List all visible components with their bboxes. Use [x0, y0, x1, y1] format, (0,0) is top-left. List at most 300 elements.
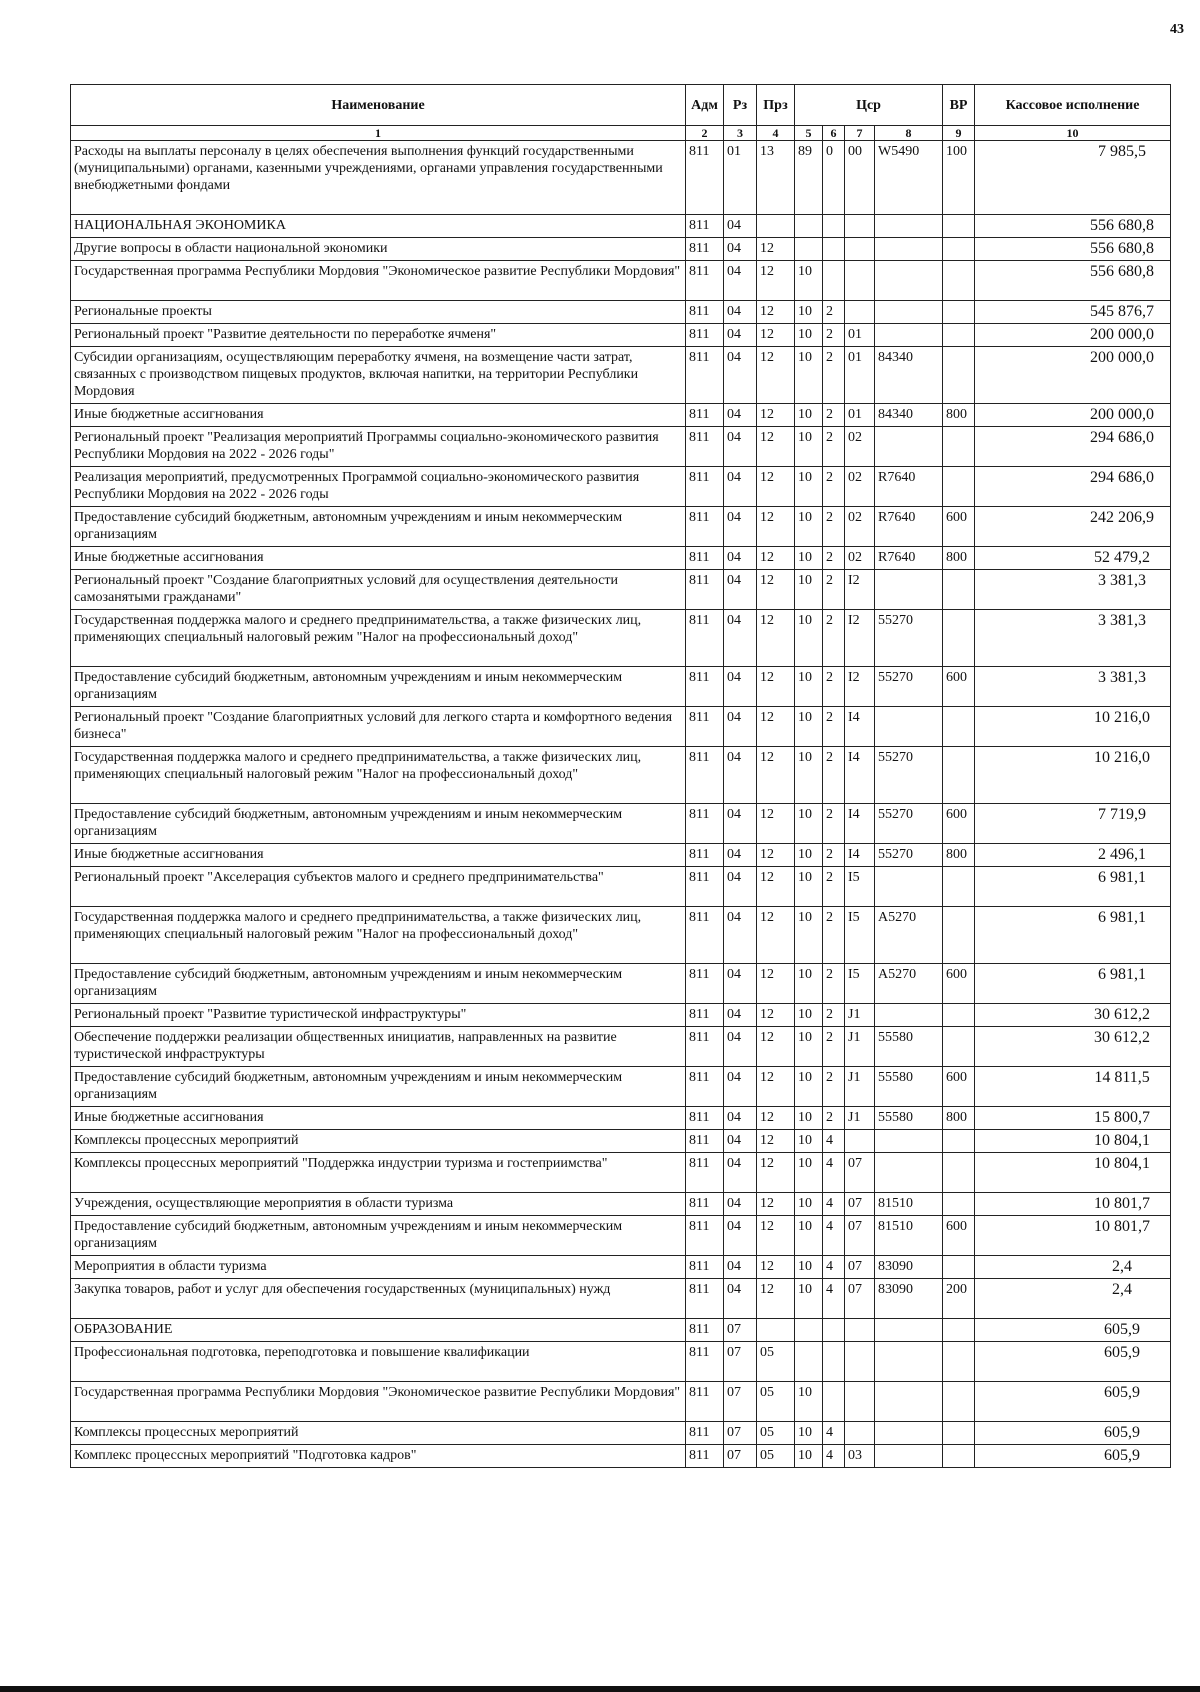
- row-csr-direction-cell: [875, 301, 943, 324]
- row-adm-cell: 811: [686, 804, 724, 844]
- amount-value: 200 000,0: [1090, 349, 1155, 366]
- row-csr-direction-cell: [875, 1319, 943, 1342]
- row-csr-program-cell: 10: [795, 867, 823, 907]
- row-csr-direction-cell: [875, 324, 943, 347]
- row-adm-cell: 811: [686, 1445, 724, 1468]
- row-csr-event-cell: J1: [845, 1004, 875, 1027]
- row-csr-type-cell: 2: [823, 610, 845, 667]
- row-adm-cell: 811: [686, 1193, 724, 1216]
- column-number: 3: [724, 126, 757, 141]
- row-name-cell: Профессиональная подготовка, переподготовка и повышение квалификации: [71, 1342, 686, 1382]
- column-number: 10: [975, 126, 1171, 141]
- row-prz-cell: 12: [757, 547, 795, 570]
- row-rz-cell: 04: [724, 1107, 757, 1130]
- row-csr-program-cell: 10: [795, 427, 823, 467]
- column-number: 8: [875, 126, 943, 141]
- row-csr-program-cell: 10: [795, 1130, 823, 1153]
- row-rz-cell: 04: [724, 1004, 757, 1027]
- row-amount-cell: [975, 747, 1171, 804]
- row-amount-cell: [975, 141, 1171, 215]
- row-csr-program-cell: 10: [795, 404, 823, 427]
- row-prz-cell: 05: [757, 1382, 795, 1422]
- row-prz-cell: 12: [757, 1067, 795, 1107]
- table-row: [71, 1382, 1171, 1422]
- row-adm-cell: 811: [686, 1067, 724, 1107]
- row-csr-event-cell: 02: [845, 467, 875, 507]
- row-amount-cell: [975, 1216, 1171, 1256]
- row-vr-cell: [943, 1422, 975, 1445]
- row-amount-cell: [975, 1256, 1171, 1279]
- amount-value: 10 804,1: [1094, 1155, 1151, 1172]
- row-csr-event-cell: [845, 1130, 875, 1153]
- amount-value: 3 381,3: [1098, 669, 1147, 686]
- row-csr-event-cell: 03: [845, 1445, 875, 1468]
- row-name-cell: Комплексы процессных мероприятий: [71, 1422, 686, 1445]
- row-csr-type-cell: 2: [823, 1027, 845, 1067]
- table-row: [71, 1216, 1171, 1256]
- row-csr-event-cell: I4: [845, 844, 875, 867]
- row-amount-cell: [975, 610, 1171, 667]
- row-csr-program-cell: 10: [795, 907, 823, 964]
- row-adm-cell: 811: [686, 141, 724, 215]
- row-csr-type-cell: 2: [823, 324, 845, 347]
- row-csr-program-cell: 10: [795, 1422, 823, 1445]
- table-row: [71, 1107, 1171, 1130]
- row-csr-event-cell: I2: [845, 610, 875, 667]
- table-row: [71, 1422, 1171, 1445]
- row-name-cell: Региональный проект "Реализация мероприятий Программы социально-экономического развития Республики Мордовия на 2022 - 2026 годы": [71, 427, 686, 467]
- table-row: [71, 1193, 1171, 1216]
- amount-value: 6 981,1: [1098, 869, 1147, 886]
- table-row: [71, 610, 1171, 667]
- amount-value: 605,9: [1104, 1424, 1141, 1441]
- row-csr-event-cell: 01: [845, 404, 875, 427]
- row-csr-direction-cell: [875, 1004, 943, 1027]
- row-csr-type-cell: 4: [823, 1193, 845, 1216]
- amount-value: 545 876,7: [1090, 303, 1155, 320]
- row-csr-direction-cell: 83090: [875, 1279, 943, 1319]
- amount-value: 30 612,2: [1094, 1029, 1151, 1046]
- row-csr-event-cell: [845, 1342, 875, 1382]
- row-prz-cell: 12: [757, 427, 795, 467]
- row-csr-type-cell: [823, 215, 845, 238]
- row-csr-direction-cell: 84340: [875, 404, 943, 427]
- row-csr-event-cell: 07: [845, 1193, 875, 1216]
- row-csr-event-cell: I5: [845, 867, 875, 907]
- table-row: [71, 261, 1171, 301]
- amount-value: 294 686,0: [1090, 469, 1155, 486]
- row-csr-event-cell: I4: [845, 804, 875, 844]
- amount-value: 556 680,8: [1090, 240, 1155, 257]
- table-row: [71, 215, 1171, 238]
- row-csr-program-cell: 89: [795, 141, 823, 215]
- header-csr: Цср: [795, 85, 943, 126]
- amount-value: 605,9: [1104, 1384, 1141, 1401]
- row-csr-program-cell: 10: [795, 1067, 823, 1107]
- row-csr-type-cell: 4: [823, 1130, 845, 1153]
- amount-value: 556 680,8: [1090, 263, 1155, 280]
- row-csr-type-cell: 2: [823, 404, 845, 427]
- amount-value: 605,9: [1104, 1321, 1141, 1338]
- row-rz-cell: 04: [724, 261, 757, 301]
- row-adm-cell: 811: [686, 261, 724, 301]
- row-adm-cell: 811: [686, 1027, 724, 1067]
- table-row: [71, 507, 1171, 547]
- row-csr-type-cell: 2: [823, 907, 845, 964]
- table-row: [71, 347, 1171, 404]
- row-adm-cell: 811: [686, 427, 724, 467]
- row-vr-cell: [943, 570, 975, 610]
- row-csr-direction-cell: 55580: [875, 1067, 943, 1107]
- row-prz-cell: 12: [757, 844, 795, 867]
- row-csr-event-cell: 07: [845, 1279, 875, 1319]
- row-csr-event-cell: J1: [845, 1107, 875, 1130]
- row-csr-event-cell: J1: [845, 1027, 875, 1067]
- amount-value: 200 000,0: [1090, 406, 1155, 423]
- row-csr-program-cell: [795, 1319, 823, 1342]
- row-csr-direction-cell: [875, 867, 943, 907]
- header-prz: Прз: [757, 85, 795, 126]
- row-adm-cell: 811: [686, 301, 724, 324]
- row-csr-direction-cell: 55270: [875, 844, 943, 867]
- row-rz-cell: 04: [724, 964, 757, 1004]
- row-csr-event-cell: 02: [845, 507, 875, 547]
- amount-value: 294 686,0: [1090, 429, 1155, 446]
- row-csr-type-cell: 4: [823, 1256, 845, 1279]
- row-vr-cell: [943, 1193, 975, 1216]
- row-amount-cell: [975, 324, 1171, 347]
- row-prz-cell: 12: [757, 238, 795, 261]
- row-prz-cell: 12: [757, 907, 795, 964]
- table-row: [71, 1445, 1171, 1468]
- row-rz-cell: 01: [724, 141, 757, 215]
- row-prz-cell: 12: [757, 324, 795, 347]
- row-name-cell: Расходы на выплаты персоналу в целях обеспечения выполнения функций государственными (муниципальными) органами, казенными учреждениями, органами управления государственными внебюджетными фондами: [71, 141, 686, 215]
- table-row: [71, 1130, 1171, 1153]
- row-vr-cell: [943, 215, 975, 238]
- row-prz-cell: 12: [757, 1153, 795, 1193]
- table-row: [71, 707, 1171, 747]
- row-name-cell: Иные бюджетные ассигнования: [71, 844, 686, 867]
- row-csr-event-cell: I5: [845, 964, 875, 1004]
- row-csr-program-cell: 10: [795, 1193, 823, 1216]
- row-csr-direction-cell: [875, 427, 943, 467]
- table-row: [71, 667, 1171, 707]
- row-amount-cell: [975, 1067, 1171, 1107]
- column-number: 7: [845, 126, 875, 141]
- row-csr-type-cell: 2: [823, 867, 845, 907]
- row-csr-event-cell: J1: [845, 1067, 875, 1107]
- row-amount-cell: [975, 507, 1171, 547]
- amount-value: 10 801,7: [1094, 1218, 1151, 1235]
- table-row: [71, 844, 1171, 867]
- row-adm-cell: 811: [686, 324, 724, 347]
- row-amount-cell: [975, 547, 1171, 570]
- row-csr-event-cell: I5: [845, 907, 875, 964]
- row-name-cell: Иные бюджетные ассигнования: [71, 404, 686, 427]
- row-adm-cell: 811: [686, 215, 724, 238]
- row-vr-cell: 600: [943, 1216, 975, 1256]
- row-vr-cell: 800: [943, 1107, 975, 1130]
- row-vr-cell: [943, 1382, 975, 1422]
- row-csr-event-cell: 01: [845, 324, 875, 347]
- row-vr-cell: [943, 238, 975, 261]
- row-csr-type-cell: 2: [823, 804, 845, 844]
- row-rz-cell: 07: [724, 1342, 757, 1382]
- row-name-cell: Региональный проект "Создание благоприятных условий для легкого старта и комфортного ведения бизнеса": [71, 707, 686, 747]
- table-row: [71, 1004, 1171, 1027]
- table-row: [71, 1153, 1171, 1193]
- row-amount-cell: [975, 261, 1171, 301]
- row-vr-cell: [943, 1256, 975, 1279]
- row-prz-cell: 12: [757, 804, 795, 844]
- row-name-cell: Комплекс процессных мероприятий "Подготовка кадров": [71, 1445, 686, 1468]
- row-csr-direction-cell: 83090: [875, 1256, 943, 1279]
- row-amount-cell: [975, 427, 1171, 467]
- row-adm-cell: 811: [686, 1256, 724, 1279]
- row-csr-type-cell: 2: [823, 667, 845, 707]
- row-csr-type-cell: 2: [823, 1067, 845, 1107]
- amount-value: 7 985,5: [1098, 143, 1147, 160]
- row-csr-event-cell: 00: [845, 141, 875, 215]
- row-name-cell: Субсидии организациям, осуществляющим переработку ячменя, на возмещение части затрат, связанных с производством пищевых продуктов, включая напитки, на территории Республики Мордовия: [71, 347, 686, 404]
- row-adm-cell: 811: [686, 347, 724, 404]
- row-csr-direction-cell: 55270: [875, 610, 943, 667]
- row-name-cell: Комплексы процессных мероприятий "Поддержка индустрии туризма и гостеприимства": [71, 1153, 686, 1193]
- row-csr-event-cell: 02: [845, 427, 875, 467]
- row-csr-direction-cell: [875, 1130, 943, 1153]
- row-prz-cell: 12: [757, 404, 795, 427]
- row-csr-direction-cell: W5490: [875, 141, 943, 215]
- row-csr-event-cell: 07: [845, 1256, 875, 1279]
- row-csr-event-cell: I2: [845, 570, 875, 610]
- row-name-cell: Государственная программа Республики Мордовия "Экономическое развитие Республики Мордовия": [71, 261, 686, 301]
- row-vr-cell: 600: [943, 1067, 975, 1107]
- row-vr-cell: [943, 467, 975, 507]
- row-name-cell: Региональный проект "Создание благоприятных условий для осуществления деятельности самозанятыми гражданами": [71, 570, 686, 610]
- amount-value: 242 206,9: [1090, 509, 1155, 526]
- row-amount-cell: [975, 404, 1171, 427]
- page-number: 43: [1170, 22, 1184, 37]
- row-name-cell: Региональный проект "Развитие деятельности по переработке ячменя": [71, 324, 686, 347]
- amount-value: 14 811,5: [1094, 1069, 1150, 1086]
- row-adm-cell: 811: [686, 1107, 724, 1130]
- page-bottom-edge: [0, 1686, 1200, 1692]
- row-amount-cell: [975, 867, 1171, 907]
- table-row: [71, 1027, 1171, 1067]
- row-name-cell: Реализация мероприятий, предусмотренных Программой социально-экономического развития Республики Мордовия на 2022 - 2026 годы: [71, 467, 686, 507]
- row-vr-cell: [943, 427, 975, 467]
- row-prz-cell: 12: [757, 964, 795, 1004]
- row-csr-type-cell: 2: [823, 547, 845, 570]
- row-csr-type-cell: 4: [823, 1153, 845, 1193]
- amount-value: 2 496,1: [1098, 846, 1147, 863]
- row-vr-cell: [943, 1130, 975, 1153]
- row-name-cell: Государственная программа Республики Мордовия "Экономическое развитие Республики Мордовия": [71, 1382, 686, 1422]
- row-adm-cell: 811: [686, 844, 724, 867]
- header-adm: Адм: [686, 85, 724, 126]
- row-rz-cell: 04: [724, 467, 757, 507]
- row-prz-cell: 12: [757, 1107, 795, 1130]
- row-amount-cell: [975, 1130, 1171, 1153]
- row-name-cell: Региональные проекты: [71, 301, 686, 324]
- table-row: [71, 1342, 1171, 1382]
- row-adm-cell: 811: [686, 1004, 724, 1027]
- row-rz-cell: 04: [724, 1027, 757, 1067]
- row-vr-cell: [943, 610, 975, 667]
- row-amount-cell: [975, 570, 1171, 610]
- row-vr-cell: 600: [943, 964, 975, 1004]
- row-csr-event-cell: [845, 1319, 875, 1342]
- row-rz-cell: 04: [724, 1130, 757, 1153]
- row-name-cell: Предоставление субсидий бюджетным, автономным учреждениям и иным некоммерческим организациям: [71, 964, 686, 1004]
- row-name-cell: Государственная поддержка малого и среднего предпринимательства, а также физических лиц, применяющих специальный налоговый режим "Налог на профессиональный доход": [71, 747, 686, 804]
- row-amount-cell: [975, 347, 1171, 404]
- row-amount-cell: [975, 467, 1171, 507]
- row-rz-cell: 04: [724, 1153, 757, 1193]
- row-rz-cell: 04: [724, 324, 757, 347]
- row-amount-cell: [975, 238, 1171, 261]
- row-csr-type-cell: 2: [823, 747, 845, 804]
- header-name: Наименование: [71, 85, 686, 126]
- table-row: [71, 547, 1171, 570]
- row-rz-cell: 04: [724, 507, 757, 547]
- table-row: [71, 1279, 1171, 1319]
- amount-value: 10 804,1: [1094, 1132, 1151, 1149]
- table-row: [71, 467, 1171, 507]
- row-adm-cell: 811: [686, 1279, 724, 1319]
- amount-value: 200 000,0: [1090, 326, 1155, 343]
- row-csr-event-cell: 01: [845, 347, 875, 404]
- row-amount-cell: [975, 1004, 1171, 1027]
- row-csr-type-cell: 2: [823, 467, 845, 507]
- table-row: [71, 301, 1171, 324]
- row-csr-type-cell: 2: [823, 507, 845, 547]
- row-csr-direction-cell: R7640: [875, 547, 943, 570]
- row-vr-cell: 600: [943, 667, 975, 707]
- row-name-cell: Предоставление субсидий бюджетным, автономным учреждениям и иным некоммерческим организациям: [71, 1067, 686, 1107]
- row-csr-program-cell: 10: [795, 507, 823, 547]
- row-csr-type-cell: [823, 238, 845, 261]
- row-name-cell: Предоставление субсидий бюджетным, автономным учреждениям и иным некоммерческим организациям: [71, 667, 686, 707]
- row-rz-cell: 07: [724, 1445, 757, 1468]
- row-prz-cell: 12: [757, 1216, 795, 1256]
- row-prz-cell: 12: [757, 1004, 795, 1027]
- row-csr-event-cell: [845, 301, 875, 324]
- row-amount-cell: [975, 667, 1171, 707]
- row-csr-direction-cell: A5270: [875, 964, 943, 1004]
- row-csr-direction-cell: [875, 238, 943, 261]
- row-rz-cell: 04: [724, 215, 757, 238]
- row-rz-cell: 04: [724, 1193, 757, 1216]
- table-row: [71, 1256, 1171, 1279]
- row-csr-type-cell: [823, 1342, 845, 1382]
- row-vr-cell: [943, 907, 975, 964]
- row-csr-program-cell: 10: [795, 1107, 823, 1130]
- row-amount-cell: [975, 1107, 1171, 1130]
- row-adm-cell: 811: [686, 707, 724, 747]
- row-amount-cell: [975, 1342, 1171, 1382]
- row-adm-cell: 811: [686, 1422, 724, 1445]
- row-csr-direction-cell: [875, 1445, 943, 1468]
- table-row: [71, 427, 1171, 467]
- row-name-cell: Предоставление субсидий бюджетным, автономным учреждениям и иным некоммерческим организациям: [71, 804, 686, 844]
- row-prz-cell: 12: [757, 261, 795, 301]
- row-rz-cell: 04: [724, 667, 757, 707]
- row-rz-cell: 04: [724, 301, 757, 324]
- row-csr-type-cell: 4: [823, 1216, 845, 1256]
- row-adm-cell: 811: [686, 610, 724, 667]
- row-prz-cell: 12: [757, 1130, 795, 1153]
- amount-value: 605,9: [1104, 1447, 1141, 1464]
- row-rz-cell: 04: [724, 867, 757, 907]
- row-name-cell: Предоставление субсидий бюджетным, автономным учреждениям и иным некоммерческим организациям: [71, 507, 686, 547]
- row-rz-cell: 04: [724, 547, 757, 570]
- table-row: [71, 964, 1171, 1004]
- row-name-cell: Государственная поддержка малого и среднего предпринимательства, а также физических лиц, применяющих специальный налоговый режим "Налог на профессиональный доход": [71, 610, 686, 667]
- row-csr-type-cell: 2: [823, 427, 845, 467]
- row-prz-cell: 12: [757, 507, 795, 547]
- row-csr-direction-cell: 81510: [875, 1216, 943, 1256]
- row-name-cell: Региональный проект "Акселерация субъектов малого и среднего предпринимательства": [71, 867, 686, 907]
- table-row: [71, 404, 1171, 427]
- row-adm-cell: 811: [686, 1216, 724, 1256]
- row-prz-cell: [757, 1319, 795, 1342]
- row-csr-program-cell: 10: [795, 1256, 823, 1279]
- row-name-cell: ОБРАЗОВАНИЕ: [71, 1319, 686, 1342]
- amount-value: 30 612,2: [1094, 1006, 1151, 1023]
- row-csr-type-cell: 2: [823, 707, 845, 747]
- row-name-cell: Иные бюджетные ассигнования: [71, 547, 686, 570]
- row-csr-program-cell: [795, 238, 823, 261]
- row-amount-cell: [975, 1445, 1171, 1468]
- row-vr-cell: [943, 301, 975, 324]
- row-csr-program-cell: 10: [795, 324, 823, 347]
- row-rz-cell: 04: [724, 238, 757, 261]
- row-prz-cell: 12: [757, 667, 795, 707]
- row-csr-program-cell: 10: [795, 707, 823, 747]
- row-csr-direction-cell: [875, 1342, 943, 1382]
- row-rz-cell: 04: [724, 1256, 757, 1279]
- row-csr-event-cell: 02: [845, 547, 875, 570]
- row-adm-cell: 811: [686, 238, 724, 261]
- row-csr-event-cell: 07: [845, 1216, 875, 1256]
- header-amount: Кассовое исполнение: [975, 85, 1171, 126]
- row-csr-event-cell: [845, 1382, 875, 1422]
- row-adm-cell: 811: [686, 547, 724, 570]
- row-csr-program-cell: 10: [795, 747, 823, 804]
- row-prz-cell: 12: [757, 301, 795, 324]
- row-csr-program-cell: 10: [795, 570, 823, 610]
- row-csr-type-cell: 0: [823, 141, 845, 215]
- row-rz-cell: 04: [724, 844, 757, 867]
- row-adm-cell: 811: [686, 404, 724, 427]
- row-amount-cell: [975, 1193, 1171, 1216]
- row-adm-cell: 811: [686, 1382, 724, 1422]
- amount-value: 10 216,0: [1094, 709, 1151, 726]
- row-adm-cell: 811: [686, 1342, 724, 1382]
- row-rz-cell: 04: [724, 747, 757, 804]
- row-vr-cell: [943, 1342, 975, 1382]
- row-amount-cell: [975, 1027, 1171, 1067]
- row-rz-cell: 07: [724, 1422, 757, 1445]
- row-adm-cell: 811: [686, 1153, 724, 1193]
- row-rz-cell: 07: [724, 1319, 757, 1342]
- table-row: [71, 804, 1171, 844]
- row-rz-cell: 04: [724, 570, 757, 610]
- amount-value: 6 981,1: [1098, 909, 1147, 926]
- row-rz-cell: 07: [724, 1382, 757, 1422]
